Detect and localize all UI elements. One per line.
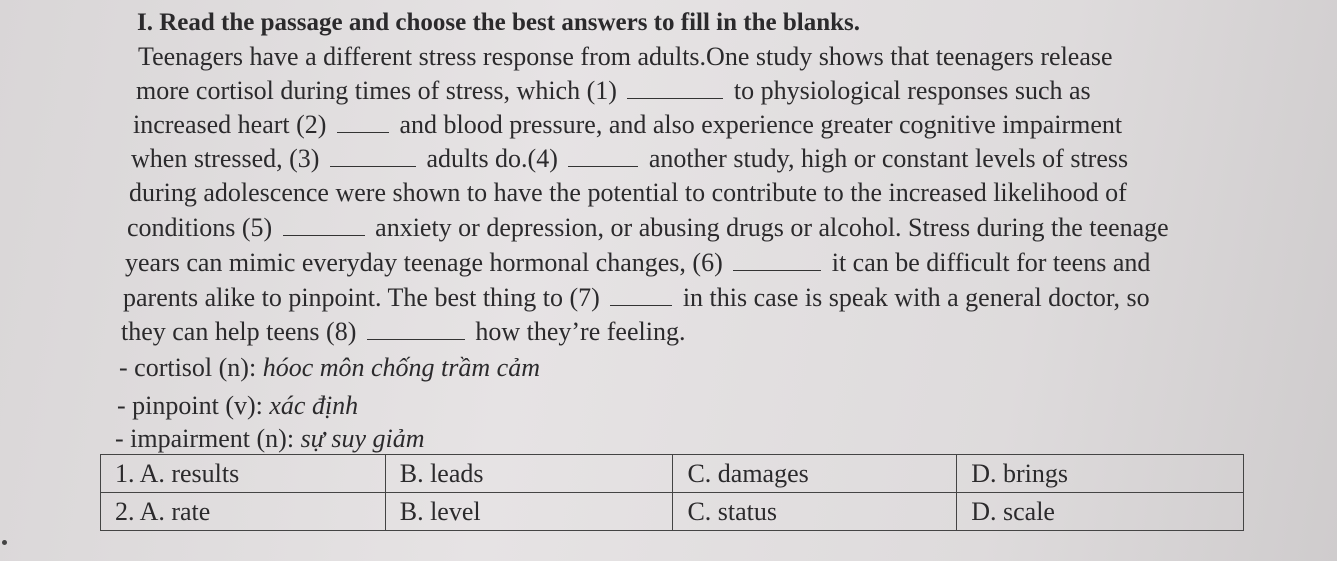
option-d[interactable]: D. scale <box>957 493 1244 531</box>
passage-text: they can help teens (8) <box>121 317 357 346</box>
blank-3[interactable] <box>330 146 416 167</box>
glossary-definition: xác định <box>269 391 359 420</box>
option-c[interactable]: C. damages <box>673 455 957 493</box>
answer-options-table <box>100 454 1244 531</box>
passage-text: Teenagers have a different stress response from adults.One study shows that teenagers release <box>138 42 1113 71</box>
option-b[interactable]: B. level <box>385 493 673 531</box>
option-b[interactable]: B. leads <box>385 455 673 493</box>
passage-line-6 <box>127 213 1169 243</box>
glossary-term: - impairment (n): <box>115 424 301 453</box>
passage-text: during adolescence were shown to have the potential to contribute to the increased likelihood of <box>129 178 1127 207</box>
glossary-definition: sự suy giảm <box>300 424 425 453</box>
blank-5[interactable] <box>283 215 365 236</box>
glossary-item <box>117 391 358 421</box>
option-c[interactable]: C. status <box>673 493 957 531</box>
option-a[interactable]: 2. A. rate <box>101 493 386 531</box>
glossary-item <box>115 424 425 454</box>
passage-text: and blood pressure, and also experience greater cognitive impairment <box>399 110 1123 139</box>
passage-text: adults do.(4) <box>426 144 558 173</box>
passage-text: to physiological responses such as <box>733 76 1091 105</box>
passage-line-2 <box>136 76 1091 106</box>
exercise-heading: I. Read the passage and choose the best answers to fill in the blanks. <box>137 9 860 36</box>
table-row <box>101 455 1244 493</box>
glossary-item <box>119 353 540 383</box>
passage-line-8 <box>123 283 1150 313</box>
passage-line-9 <box>121 317 685 347</box>
passage-line-1 <box>138 42 1113 72</box>
passage-text: another study, high or constant levels of stress <box>648 144 1129 173</box>
blank-4[interactable] <box>568 146 638 167</box>
option-d[interactable]: D. brings <box>957 455 1244 493</box>
blank-8[interactable] <box>367 319 465 340</box>
table-row <box>101 493 1244 531</box>
blank-6[interactable] <box>733 250 821 271</box>
passage-text: when stressed, (3) <box>131 144 320 173</box>
glossary-term: - pinpoint (v): <box>117 391 270 420</box>
passage-line-3 <box>133 110 1122 140</box>
blank-1[interactable] <box>627 78 723 99</box>
passage-line-5 <box>129 178 1127 208</box>
passage-text: parents alike to pinpoint. The best thing to (7) <box>123 283 600 312</box>
passage-text: increased heart (2) <box>133 110 327 139</box>
passage-text: years can mimic everyday teenage hormonal changes, (6) <box>125 248 723 277</box>
passage-text: anxiety or depression, or abusing drugs or alcohol. Stress during the teenage <box>375 213 1169 242</box>
blank-2[interactable] <box>337 112 389 133</box>
option-a[interactable]: 1. A. results <box>101 455 386 493</box>
glossary-term: - cortisol (n): <box>119 353 263 382</box>
passage-text: conditions (5) <box>127 213 273 242</box>
passage-line-7 <box>125 248 1150 278</box>
blank-7[interactable] <box>610 285 672 306</box>
passage-text: in this case is speak with a general doctor, so <box>682 283 1150 312</box>
passage-text: it can be difficult for teens and <box>831 248 1151 277</box>
page-edge-mark <box>2 540 7 545</box>
passage-line-4 <box>131 144 1128 174</box>
passage-text: how they’re feeling. <box>475 317 686 346</box>
glossary-definition: hóoc môn chống trầm cảm <box>262 353 540 382</box>
passage-text: more cortisol during times of stress, which (1) <box>136 76 617 105</box>
